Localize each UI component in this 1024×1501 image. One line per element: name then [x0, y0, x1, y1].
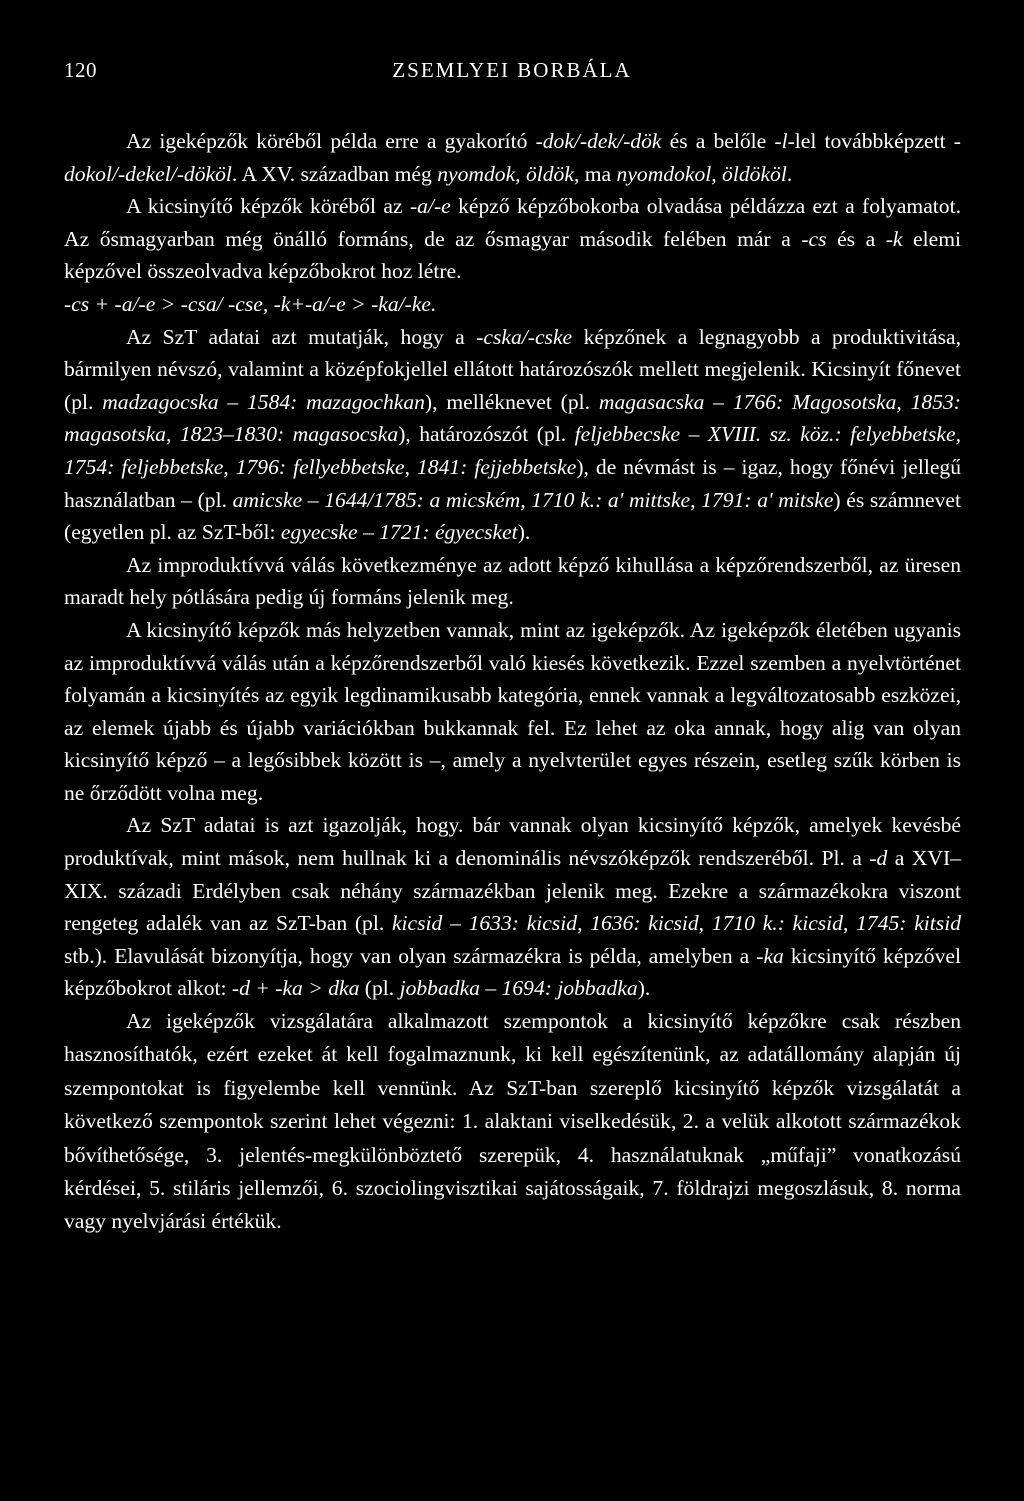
paragraph: [64, 614, 961, 810]
italic-text: jobbadka – 1694: jobbadka: [399, 976, 638, 1001]
text-run: ), de névmást is – igaz, hogy főnévi jellegű használatban – (pl.: [64, 454, 961, 512]
italic-text: -d + -ka > dka: [231, 976, 360, 1001]
paragraph: [64, 190, 961, 288]
text-run: stb.). Elavulását bizonyítja, hogy van olyan származékra is példa, amelyben a: [64, 943, 757, 968]
running-head: ZSEMLYEI BORBÁLA: [392, 58, 632, 82]
text-run: , ma: [573, 161, 617, 186]
paragraph: [64, 288, 961, 321]
italic-text: nyomdokol, öldököl: [616, 161, 787, 186]
text-run: ), határozószót (pl.: [398, 422, 575, 447]
italic-text: -cska/-cske: [476, 324, 573, 349]
italic-text: madzagocska – 1584: mazagochkan: [102, 389, 425, 414]
text-run: Az igeképzők vizsgálatára alkalmazott szempontok a kicsinyítő képzőkre csak részben hasznosíthatók, ezért ezeket át kell fogalmaznunk, ki kell egészítenünk, az adatállomány alapján új szempontokat is figyelembe kell vennünk. Az SzT-ban szereplő kicsinyítő képzők vizsgálatát a következő szempontok szerint lehet végezni: 1. alaktani viselkedésük, 2. a velük alkotott származékok bővíthetősége, 3. jelentés-megkülönböztető szerepük, 4. használatuknak „műfaji” vonatkozású kérdései, 5. stiláris jellemzői, 6. szociolingvisztikai sajátosságaik, 7. földrajzi megoszlásuk, 8. norma vagy nyelvjárási értékük.: [64, 1009, 961, 1234]
italic-text: -cs: [801, 226, 827, 251]
italic-text: -a/-e: [409, 194, 451, 219]
italic-text: feljebbecske – XVIII. sz. köz.: felyebbetske, 1754: feljebbetske, 1796: fellyebbetske, 1841: fejjebbetske: [64, 422, 961, 479]
page-number: 120: [64, 58, 97, 82]
text-run: (pl.: [359, 976, 400, 1001]
text-run: képzőnek a legnagyobb a produktivitása, bármilyen névszó, valamint a középfokjellel ellátott határozószók mellett megjelenik. Kicsinyít főnevet (pl.: [64, 324, 961, 414]
italic-text: magasacska – 1766: Magosotska, 1853: magasotska, 1823–1830: magasocska: [64, 389, 961, 447]
paragraph: [64, 321, 961, 549]
text-run: ).: [517, 520, 531, 545]
text-run: A kicsinyítő képzők köréből az: [126, 194, 410, 219]
page-header: [0, 58, 1024, 88]
text-run: képző képzőbokorba olvadása példázza ezt a folyamatot. Az ősmagyarban még önálló formáns, de az ősmagyar második felében már a: [64, 194, 961, 251]
text-run: A kicsinyítő képzők más helyzetben vannak, mint az igeképzők. Az igeképzők életében ugyanis az improduktívvá válás után a képzőrendszerből való kiesés következik. Ezzel szemben a nyelvtörténet folyamán a kicsinyítés az egyik legdinamikusabb kategória, ennek vannak a legváltozatosabb eszközei, az elemek újabb és újabb variációkban bukkannak fel. Ez lehet az oka annak, hogy alig van olyan kicsinyítő képző – a legősibbek között is –, amely a nyelvterület egyes részein, esetleg szűk körben is ne őrződött volna meg.: [64, 617, 961, 805]
text-run: .: [431, 291, 437, 316]
body-text: [64, 125, 961, 1239]
italic-text: -d: [869, 846, 888, 871]
text-run: kicsinyítő képzővel képzőbokrot alkot:: [64, 943, 961, 1001]
paragraph: [64, 1005, 961, 1239]
text-run: -lel továbbképzett: [787, 129, 954, 153]
text-run: a XVI–XIX. századi Erdélyben csak néhány származékban jelenik meg. Ezekre a származékokra viszont rengeteg adalék van az SzT-ban (pl.: [64, 846, 961, 936]
text-run: ), melléknevet (pl.: [424, 389, 599, 414]
paragraph: [64, 809, 961, 1005]
italic-text: egyecske – 1721: égyecsket: [280, 520, 518, 545]
text-run: Az igeképzők köréből példa erre a gyakorító: [126, 129, 536, 153]
italic-text: -dok/-dek/-dök: [535, 129, 662, 153]
text-run: Az improduktívvá válás következménye az adott képző kihullása a képzőrendszerből, az üresen maradt hely pótlására pedig új formáns jelenik meg.: [64, 552, 961, 610]
italic-text: kicsid – 1633: kicsid, 1636: kicsid, 1710 k.: kicsid, 1745: kitsid: [391, 911, 961, 936]
italic-text: -cs + -a/-e > -csa/ -cse, -k+-a/-e > -ka/-ke: [64, 291, 432, 316]
italic-text: nyomdok, öldök: [437, 161, 574, 186]
text-run: .: [786, 161, 793, 186]
paragraph: [64, 549, 961, 614]
italic-text: -k: [885, 226, 903, 251]
text-run: Az SzT adatai is azt igazolják, hogy. bár vannak olyan kicsinyítő képzők, amelyek kevésbé produktívak, mint mások, nem hullnak ki a denominális névszóképzők rendszeréből. Pl. a: [64, 813, 961, 871]
text-run: Az SzT adatai azt mutatják, hogy a: [126, 324, 477, 349]
italic-text: amicske – 1644/1785: a micském, 1710 k.: a' mittske, 1791: a' mitske: [232, 487, 834, 512]
text-run: elemi képzővel összeolvadva képzőbokrot hoz létre.: [64, 226, 961, 284]
text-run: ) és számnevet (egyetlen pl. az SzT-ből:: [64, 487, 962, 545]
text-run: és a belőle: [661, 129, 775, 153]
text-run: ).: [637, 976, 651, 1001]
italic-text: -ka: [756, 943, 784, 968]
paragraph: [64, 125, 961, 190]
italic-text: -dokol/-dekel/-dököl: [64, 129, 961, 186]
text-run: és a: [826, 226, 886, 251]
text-run: . A XV. században még: [231, 161, 438, 186]
italic-text: -l: [774, 129, 788, 153]
